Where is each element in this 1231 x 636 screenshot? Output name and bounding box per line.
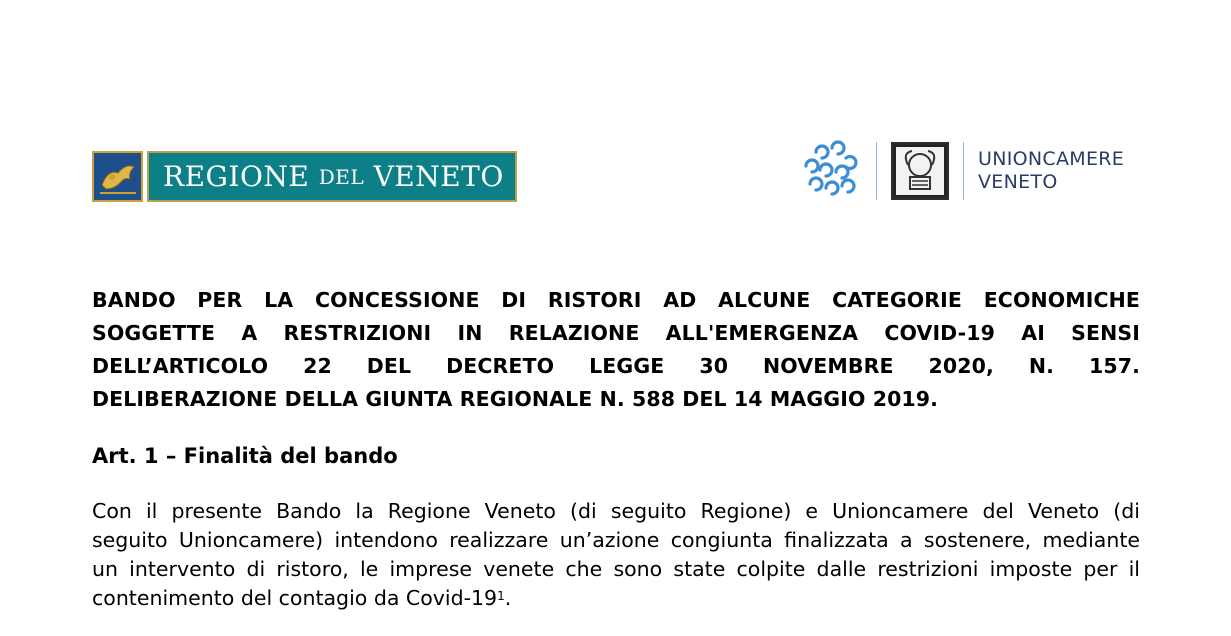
paragraph-line-text: contenimento del contagio da Covid-19 (92, 586, 498, 610)
unioncamere-line2: VENETO (978, 171, 1058, 193)
paragraph-end: . (504, 586, 512, 610)
regione-veneto-banner (147, 151, 517, 202)
article-paragraph (92, 497, 1140, 613)
regione-veneto-logo (92, 151, 517, 202)
title-line: DELL’ARTICOLO 22 DEL DECRETO LEGGE 30 NOVEMBRE 2020, N. 157. (92, 354, 1140, 378)
paragraph-line: Con il presente Bando la Regione Veneto (di seguito Regione) e Unioncamere del Veneto (di (92, 499, 1140, 523)
spiral-pattern-icon (796, 138, 862, 204)
paragraph-line: un intervento di ristoro, le imprese venete che sono state colpite dalle restrizioni imposte per il (92, 557, 1140, 581)
unioncamere-wordmark (978, 148, 1124, 194)
winged-lion-emblem-icon (92, 151, 143, 202)
document-title (92, 284, 1140, 416)
unioncamere-veneto-logo (796, 140, 1124, 202)
article-heading: Art. 1 – Finalità del bando (92, 444, 398, 468)
paragraph-line: seguito Unioncamere) intendono realizzare un’azione congiunta finalizzata a sostenere, mediante (92, 528, 1140, 552)
veneto-word: VENETO (373, 160, 504, 193)
logo-separator (876, 142, 877, 200)
paragraph-line-last (92, 584, 1140, 613)
regione-word: REGIONE (163, 160, 310, 193)
lion-seal-icon (891, 142, 949, 200)
title-line: BANDO PER LA CONCESSIONE DI RISTORI AD ALCUNE CATEGORIE ECONOMICHE (92, 288, 1140, 312)
footnote-marker[interactable]: 1 (497, 589, 505, 603)
del-word: DEL (318, 164, 365, 189)
unioncamere-line1: UNIONCAMERE (978, 148, 1125, 170)
logo-separator (963, 142, 964, 200)
title-line: SOGGETTE A RESTRIZIONI IN RELAZIONE ALL'EMERGENZA COVID-19 AI SENSI (92, 321, 1140, 345)
title-line: DELIBERAZIONE DELLA GIUNTA REGIONALE N. 588 DEL 14 MAGGIO 2019. (92, 387, 939, 411)
